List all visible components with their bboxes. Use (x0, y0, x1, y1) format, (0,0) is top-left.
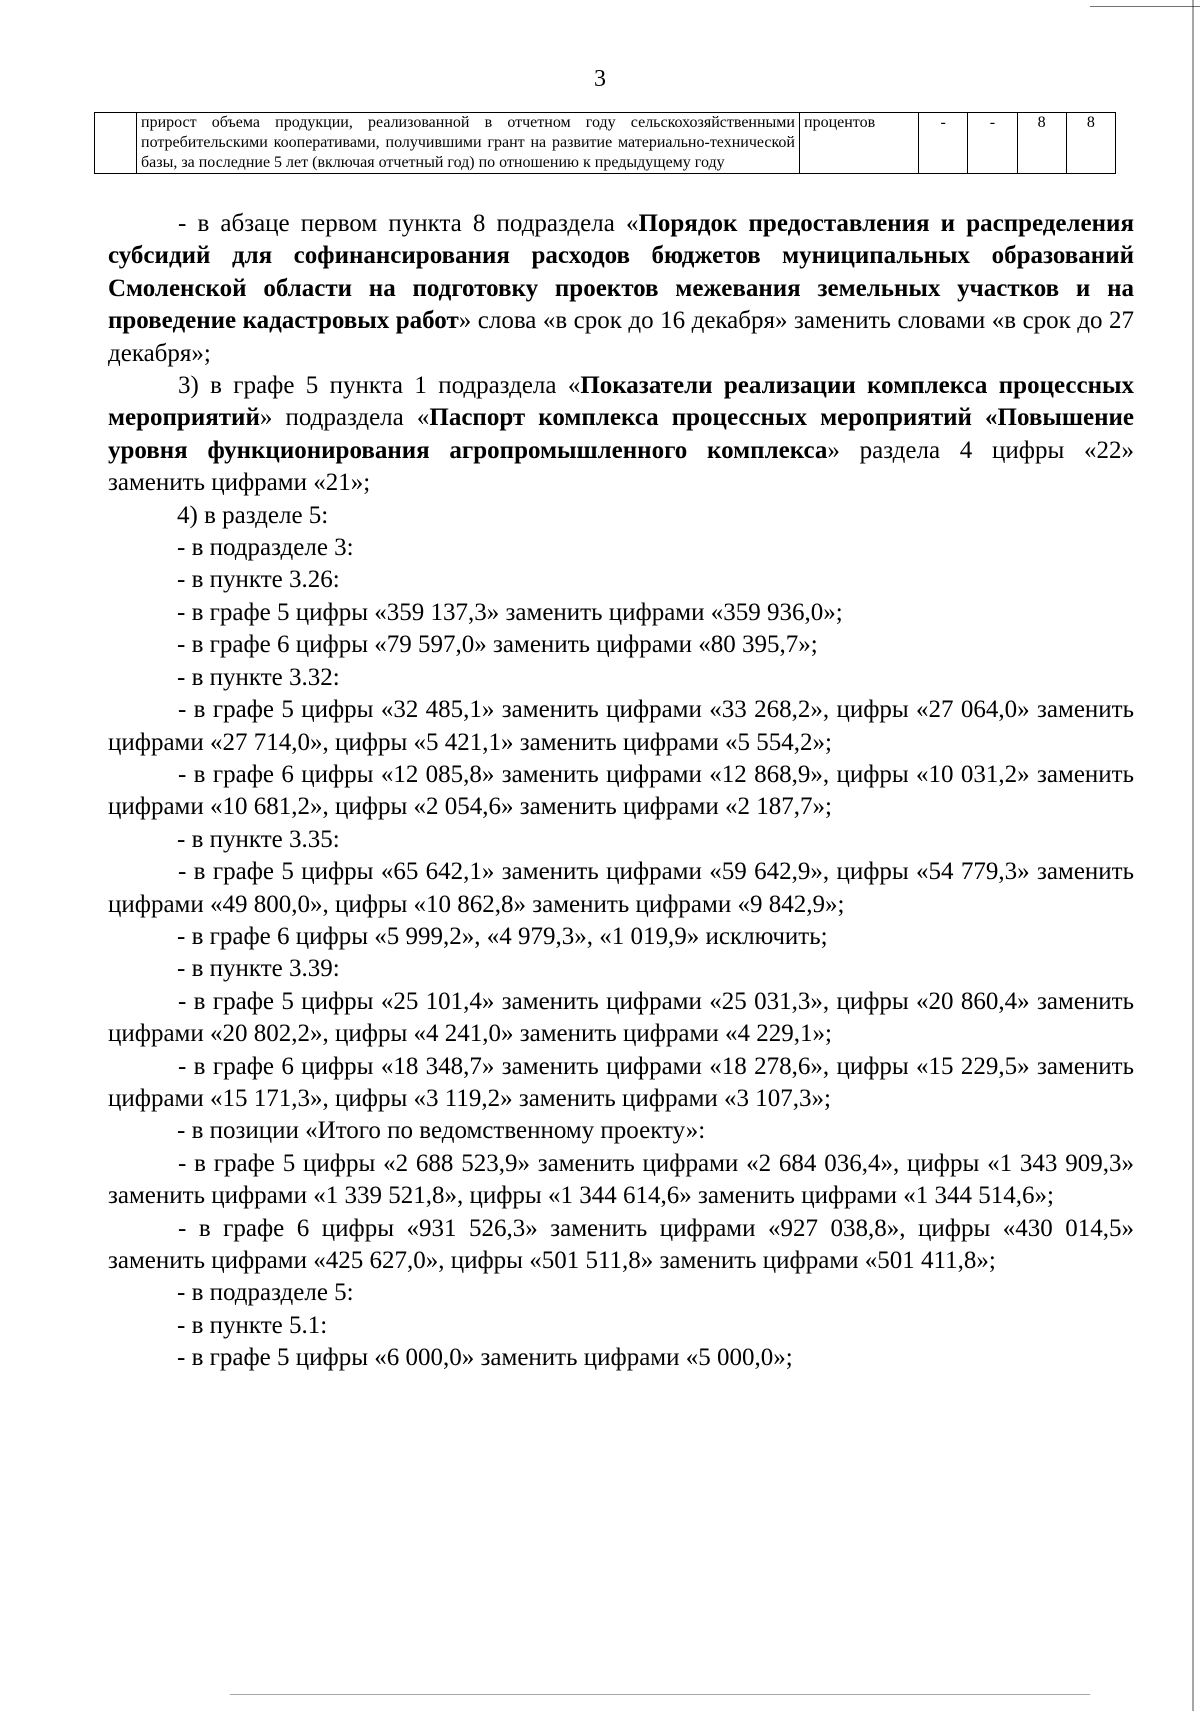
scan-artifact-bottom-line (230, 1694, 1090, 1695)
table-cell-value: 8 (1017, 113, 1066, 174)
document-body (108, 208, 1134, 1375)
line-point-3-35: - в пункте 3.35: (177, 825, 340, 853)
paragraph-3-35-col-5: - в графе 5 цифры «65 642,1» заменить цифрами «59 642,9», цифры «54 779,3» заменить цифрами «49 800,0», цифры «10 862,8» заменить цифрами «9 842,9»; (108, 858, 1134, 918)
line-3-35-col-6-exclude: - в графе 6 цифры «5 999,2», «4 979,3», «1 019,9» исключить; (177, 922, 828, 950)
paragraph-3-32-col-6: - в графе 6 цифры «12 085,8» заменить цифрами «12 868,9», цифры «10 031,2» заменить цифрами «10 681,2», цифры «2 054,6» заменить цифрами «2 187,7»; (108, 760, 1134, 821)
page-number: 3 (594, 66, 606, 92)
paragraph-3-39-col-5: - в графе 5 цифры «25 101,4» заменить цифрами «25 031,3», цифры «20 860,4» заменить цифрами «20 802,2», цифры «4 241,0» заменить цифрами «4 229,1»; (108, 987, 1134, 1048)
line-point-3-39: - в пункте 3.39: (177, 955, 340, 983)
line-point-3-26: - в пункте 3.26: (177, 566, 340, 594)
table-cell-value: - (919, 113, 968, 174)
paragraph-item-3 (108, 370, 1134, 500)
paragraph-total-col-6: - в графе 6 цифры «931 526,3» заменить цифрами «927 038,8», цифры «430 014,5» заменить цифрами «425 627,0», цифры «501 511,8» заменить цифрами «501 411,8»; (108, 1214, 1134, 1274)
bold-subsection-title: Паспорт комплекса процессных мероприятий «Повышение уровня функционирования агропромышленного комплекса (108, 404, 1134, 464)
scan-artifact-top-line (1090, 6, 1200, 7)
line-subsection-5: - в подразделе 5: (177, 1279, 354, 1307)
table-cell-value: - (968, 113, 1017, 174)
line-item-4: 4) в разделе 5: (177, 501, 329, 529)
table-row (95, 113, 1116, 174)
line-point-3-32: - в пункте 3.32: (177, 663, 340, 691)
text-run: » подраздела « (259, 404, 430, 432)
scan-artifact-right-edge (1192, 0, 1194, 1711)
line-5-1-col-5: - в графе 5 цифры «6 000,0» заменить цифрами «5 000,0»; (177, 1344, 793, 1372)
paragraph-subsidies-deadline (108, 208, 1134, 370)
table-cell-description: прирост объема продукции, реализованной в отчетном году сельскохозяйственными потребительскими кооперативами, получившими грант на развитие материально-технической базы, за последние 5 лет (включая отчетный год) по отношению к предыдущему году (137, 113, 800, 174)
table-cell-value: 8 (1066, 113, 1115, 174)
text-run: » раздела 4 цифры «22» заменить цифрами «21»; (108, 436, 1134, 497)
line-subsection-3: - в подразделе 3: (177, 534, 354, 562)
line-point-5-1: - в пункте 5.1: (177, 1311, 328, 1339)
indicator-table (94, 112, 1116, 174)
text-run: 3) в графе 5 пункта 1 подраздела « (178, 372, 581, 400)
line-total-position: - в позиции «Итого по ведомственному проекту»: (177, 1117, 706, 1145)
text-run: » слова «в срок до 16 декабря» заменить словами «в срок до 27 декабря»; (108, 307, 1135, 367)
line-3-26-col-5: - в графе 5 цифры «359 137,3» заменить цифрами «359 936,0»; (177, 598, 843, 626)
paragraph-3-39-col-6: - в графе 6 цифры «18 348,7» заменить цифрами «18 278,6», цифры «15 229,5» заменить цифрами «15 171,3», цифры «3 119,2» заменить цифрами «3 107,3»; (108, 1052, 1134, 1112)
bold-subsection-title: Показатели реализации комплекса процессных мероприятий (108, 372, 1134, 432)
table-cell-number (95, 113, 137, 174)
bold-subsection-title: Порядок предоставления и распределения субсидий для софинансирования расходов бюджетов муниципальных образований Смоленской области на подготовку проектов межевания земельных участков и на проведение кадастровых работ (108, 210, 1134, 335)
table-cell-unit: процентов (800, 113, 919, 174)
text-run: - в абзаце первом пункта 8 подраздела « (178, 210, 639, 237)
paragraph-total-col-5: - в графе 5 цифры «2 688 523,9» заменить цифрами «2 684 036,4», цифры «1 343 909,3» заменить цифрами «1 339 521,8», цифры «1 344 614,6» заменить цифрами «1 344 514,6»; (108, 1149, 1134, 1210)
paragraph-3-32-col-5: - в графе 5 цифры «32 485,1» заменить цифрами «33 268,2», цифры «27 064,0» заменить цифрами «27 714,0», цифры «5 421,1» заменить цифрами «5 554,2»; (108, 696, 1134, 756)
line-3-26-col-6: - в графе 6 цифры «79 597,0» заменить цифрами «80 395,7»; (177, 631, 818, 659)
